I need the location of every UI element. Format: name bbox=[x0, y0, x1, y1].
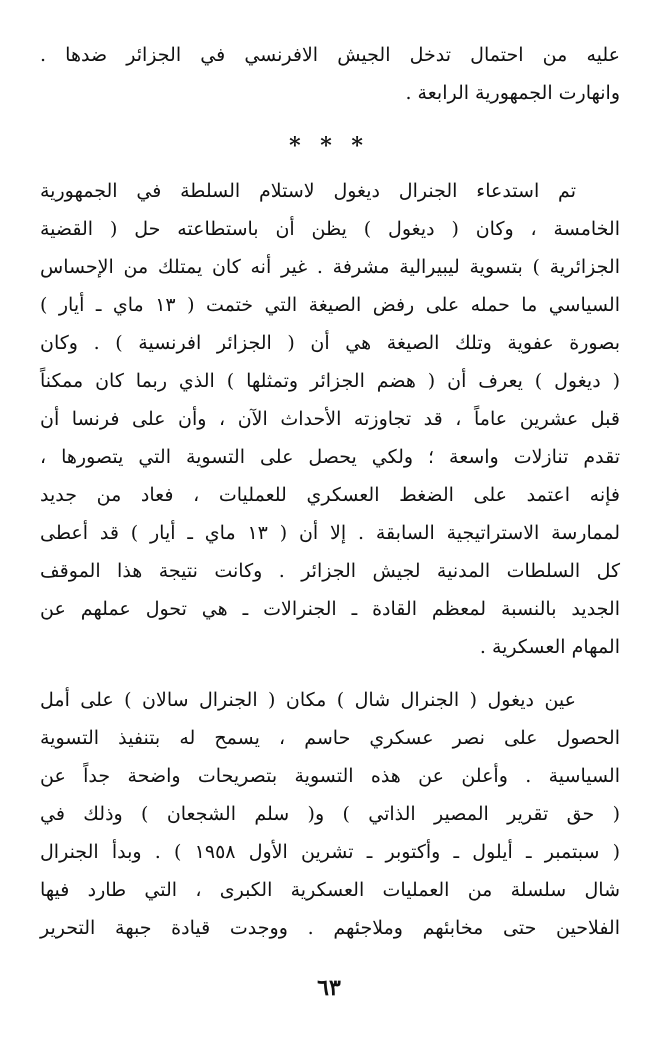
text-line: كل السلطات المدنية لجيش الجزائر . وكانت نتيجة هذا الموقف bbox=[40, 560, 620, 582]
text-line: فإنه اعتمد على الضغط العسكري للعمليات ، فعاد من جديد bbox=[40, 484, 620, 506]
continuation-paragraph bbox=[40, 36, 620, 112]
page-number: ٦٣ bbox=[317, 975, 341, 1001]
text-line: لممارسة الاستراتيجية السابقة . إلا أن ( ١٣ ماي ـ أيار ) قد أعطى bbox=[40, 522, 620, 544]
text-line: تقدم تنازلات واسعة ؛ ولكي يحصل على التسوية التي يتصورها ، bbox=[40, 446, 620, 468]
text-line: تم استدعاء الجنرال ديغول لاستلام السلطة في الجمهورية bbox=[40, 180, 576, 202]
text-line: الجديد بالنسبة لمعظم القادة ـ الجنرالات ـ هي تحول عملهم عن bbox=[40, 598, 620, 620]
text-line: ( حق تقرير المصير الذاتي ) و( سلم الشجعان ) وذلك في bbox=[40, 803, 620, 825]
text-line: الفلاحين حتى مخابئهم وملاجئهم . ووجدت قيادة جبهة التحرير bbox=[40, 917, 620, 939]
text-line: قبل عشرين عاماً ، قد تجاوزته الأحداث الآن ، وأن على فرنسا أن bbox=[40, 408, 620, 430]
paragraph-1 bbox=[40, 172, 620, 666]
paragraph-2 bbox=[40, 681, 620, 947]
text-line: السياسية . وأعلن عن هذه التسوية بتصريحات واضحة جداً عن bbox=[40, 765, 620, 787]
text-line: ( سبتمبر ـ أيلول ـ وأكتوبر ـ تشرين الأول ١٩٥٨ ) . وبدأ الجنرال bbox=[40, 841, 620, 863]
text-line: وانهارت الجمهورية الرابعة . bbox=[405, 82, 620, 104]
text-line: السياسي ما حمله على رفض الصيغة التي ختمت ( ١٣ ماي ـ أيار ) bbox=[40, 294, 620, 316]
text-line: عليه من احتمال تدخل الجيش الافرنسي في الجزائر ضدها . bbox=[40, 44, 620, 66]
text-line: الخامسة ، وكان ( ديغول ) يظن أن باستطاعته حل ( القضية bbox=[40, 218, 620, 240]
text-line: بصورة عفوية وتلك الصيغة هي أن ( الجزائر افرنسية ) . وكان bbox=[40, 332, 620, 354]
text-line: الحصول على نصر عسكري حاسم ، يسمح له بتنفيذ التسوية bbox=[40, 727, 620, 749]
text-line: عين ديغول ( الجنرال شال ) مكان ( الجنرال سالان ) على أمل bbox=[40, 689, 576, 711]
text-line: الجزائرية ) بتسوية ليبيرالية مشرفة . غير أنه كان يمتلك من الإحساس bbox=[40, 256, 620, 278]
text-line: ( ديغول ) يعرف أن ( هضم الجزائر وتمثلها ) الذي ربما كان ممكناً bbox=[40, 370, 620, 392]
text-line: المهام العسكرية . bbox=[479, 636, 620, 658]
section-separator: * * * bbox=[289, 133, 369, 159]
text-line: شال سلسلة من العمليات العسكرية الكبرى ، التي طارد فيها bbox=[40, 879, 620, 901]
